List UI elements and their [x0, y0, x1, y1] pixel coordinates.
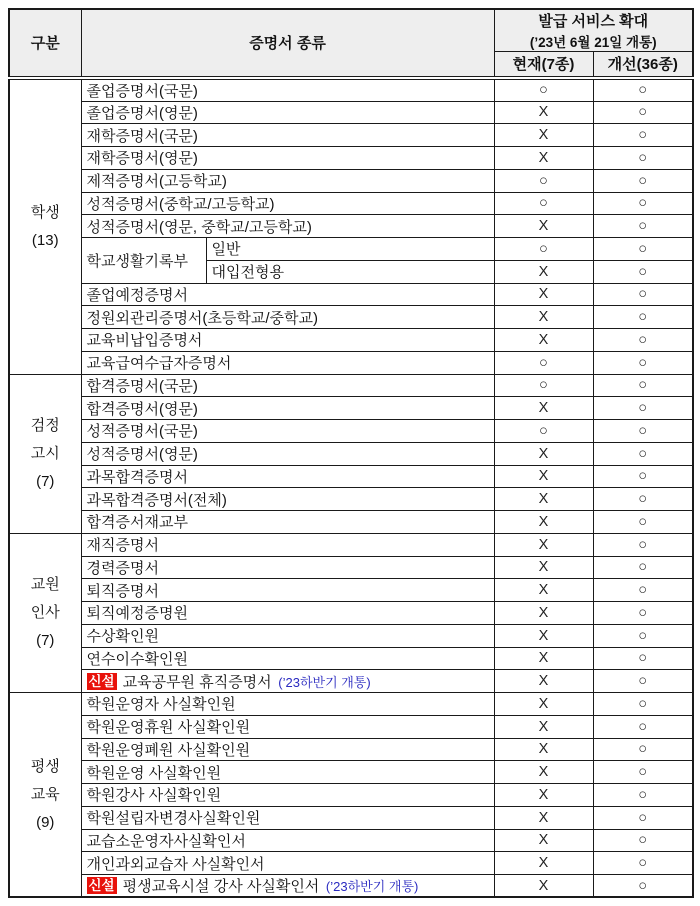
header-service-line1: 발급 서비스 확대: [538, 13, 649, 30]
improved-mark: ○: [593, 465, 693, 488]
improved-mark: ○: [593, 306, 693, 329]
cert-label-cell: 졸업예정증명서: [81, 283, 494, 306]
table-row: [9, 147, 693, 170]
cert-label-cell: 재학증명서(국문): [81, 124, 494, 147]
table-row: [9, 283, 693, 306]
improved-mark: ○: [593, 624, 693, 647]
table-row: [9, 397, 693, 420]
current-mark: X: [494, 306, 593, 329]
cert-label-cell: 신설 교육공무원 휴직증명서 (’23하반기 개통): [81, 670, 494, 693]
category-label-line: 교원: [30, 576, 60, 594]
table-row: [9, 533, 693, 556]
current-mark: X: [494, 465, 593, 488]
table-row: [9, 124, 693, 147]
table-row: [9, 875, 693, 898]
cert-label-cell: 퇴직증명서: [81, 579, 494, 602]
current-mark: X: [494, 715, 593, 738]
improved-mark: ○: [593, 147, 693, 170]
table-row: [9, 215, 693, 238]
current-mark: X: [494, 784, 593, 807]
cert-label-cell: 학원설립자변경사실확인원: [81, 806, 494, 829]
certificate-table: [8, 8, 694, 898]
current-mark: X: [494, 602, 593, 625]
current-mark: ○: [494, 238, 593, 261]
current-mark: X: [494, 624, 593, 647]
improved-mark: ○: [593, 556, 693, 579]
current-mark: X: [494, 215, 593, 238]
cert-label-cell: 연수이수확인원: [81, 647, 494, 670]
cert-label-cell: 정원외관리증명서(초등학교/중학교): [81, 306, 494, 329]
table-row: [9, 556, 693, 579]
table-row: [9, 784, 693, 807]
improved-mark: ○: [593, 78, 693, 102]
table-row: [9, 715, 693, 738]
current-mark: ○: [494, 78, 593, 102]
current-mark: X: [494, 738, 593, 761]
cert-label-cell: 개인과외교습자 사실확인서: [81, 852, 494, 875]
table-row: [9, 693, 693, 716]
cert-label-cell: 성적증명서(영문): [81, 442, 494, 465]
improved-mark: ○: [593, 852, 693, 875]
improved-mark: ○: [593, 602, 693, 625]
table-row: [9, 192, 693, 215]
cert-label-cell: 졸업증명서(국문): [81, 78, 494, 102]
current-mark: X: [494, 124, 593, 147]
table-row: [9, 329, 693, 352]
category-label-line: (7): [36, 631, 55, 649]
improved-mark: ○: [593, 283, 693, 306]
table-row: [9, 101, 693, 124]
improved-mark: ○: [593, 738, 693, 761]
table-row: [9, 624, 693, 647]
improved-mark: ○: [593, 101, 693, 124]
current-mark: X: [494, 147, 593, 170]
table-row: [9, 169, 693, 192]
cert-label-cell: 학원운영자 사실확인원: [81, 693, 494, 716]
current-mark: X: [494, 397, 593, 420]
cert-label-cell: 수상확인원: [81, 624, 494, 647]
improved-mark: ○: [593, 533, 693, 556]
current-mark: ○: [494, 169, 593, 192]
improved-mark: ○: [593, 374, 693, 397]
category-label-line: 학생: [30, 203, 60, 221]
cert-label-cell: 합격증서재교부: [81, 511, 494, 534]
table-row: [9, 78, 693, 102]
table-row: [9, 465, 693, 488]
current-mark: X: [494, 556, 593, 579]
improved-mark: ○: [593, 397, 693, 420]
category-cell: [9, 533, 81, 692]
cert-label-cell: 학원운영 사실확인원: [81, 761, 494, 784]
cert-sub-label-cell: 대입전형용: [206, 260, 494, 283]
table-row: [9, 852, 693, 875]
cert-label-cell: 성적증명서(국문): [81, 420, 494, 443]
current-mark: X: [494, 101, 593, 124]
cert-label-cell: 재직증명서: [81, 533, 494, 556]
table-row: [9, 511, 693, 534]
improved-mark: ○: [593, 670, 693, 693]
table-row: [9, 306, 693, 329]
table-row: [9, 806, 693, 829]
new-badge: 신설: [88, 878, 115, 894]
cert-label-cell: 교육비납입증명서: [81, 329, 494, 352]
cert-label-cell: 재학증명서(영문): [81, 147, 494, 170]
table-row: [9, 670, 693, 693]
cert-label-cell: 과목합격증명서(전체): [81, 488, 494, 511]
current-mark: X: [494, 852, 593, 875]
improved-mark: ○: [593, 192, 693, 215]
category-label-line: 검정: [30, 417, 60, 434]
improved-mark: ○: [593, 420, 693, 443]
improved-mark: ○: [593, 761, 693, 784]
cert-label-cell: 합격증명서(영문): [81, 397, 494, 420]
current-mark: ○: [494, 192, 593, 215]
launch-note: (’23하반기 개통): [274, 674, 371, 690]
cert-label-cell: 학원강사 사실확인원: [81, 784, 494, 807]
cert-label-cell: 신설 평생교육시설 강사 사실확인서 (’23하반기 개통): [81, 875, 494, 898]
category-label-line: 교육: [30, 785, 60, 803]
current-mark: X: [494, 761, 593, 784]
cert-label-cell: 학원운영휴원 사실확인원: [81, 715, 494, 738]
header-category: 구분: [9, 9, 81, 78]
current-mark: X: [494, 260, 593, 283]
header-current: 현재(7종): [494, 52, 593, 78]
header-row-1: [9, 9, 693, 52]
cert-label-cell: 퇴직예정증명원: [81, 602, 494, 625]
improved-mark: ○: [593, 124, 693, 147]
category-cell: [9, 693, 81, 898]
improved-mark: ○: [593, 829, 693, 852]
current-mark: X: [494, 511, 593, 534]
table-row: [9, 420, 693, 443]
table-row: [9, 647, 693, 670]
current-mark: X: [494, 329, 593, 352]
header-service-line2: (’23년 6월 21일 개통): [529, 35, 657, 50]
table-row: [9, 579, 693, 602]
current-mark: ○: [494, 420, 593, 443]
cert-label-cell: 제적증명서(고등학교): [81, 169, 494, 192]
improved-mark: ○: [593, 238, 693, 261]
current-mark: X: [494, 533, 593, 556]
improved-mark: ○: [593, 260, 693, 283]
cert-label-cell: 성적증명서(영문, 중학교/고등학교): [81, 215, 494, 238]
current-mark: X: [494, 488, 593, 511]
improved-mark: ○: [593, 647, 693, 670]
current-mark: X: [494, 875, 593, 898]
table-row: [9, 829, 693, 852]
table-row: [9, 374, 693, 397]
category-label-line: 평생: [30, 758, 60, 775]
cert-group-label-cell: 학교생활기록부: [81, 238, 206, 284]
cert-label-cell: 학원운영폐원 사실확인원: [81, 738, 494, 761]
improved-mark: ○: [593, 329, 693, 352]
current-mark: X: [494, 670, 593, 693]
table-row: [9, 442, 693, 465]
new-badge: 신설: [88, 673, 115, 689]
cert-label-cell: 졸업증명서(영문): [81, 101, 494, 124]
improved-mark: ○: [593, 579, 693, 602]
improved-mark: ○: [593, 442, 693, 465]
current-mark: ○: [494, 374, 593, 397]
current-mark: X: [494, 647, 593, 670]
table-row: [9, 602, 693, 625]
improved-mark: ○: [593, 806, 693, 829]
table-row: [9, 761, 693, 784]
current-mark: X: [494, 283, 593, 306]
table-row: [9, 738, 693, 761]
table-row: [9, 351, 693, 374]
improved-mark: ○: [593, 215, 693, 238]
table-row: [9, 238, 693, 261]
table-row: [9, 488, 693, 511]
cert-label-cell: 경력증명서: [81, 556, 494, 579]
cert-label-cell: 교육급여수급자증명서: [81, 351, 494, 374]
launch-note: (’23하반기 개통): [322, 879, 419, 895]
current-mark: X: [494, 579, 593, 602]
header-service-expansion: [494, 9, 693, 52]
category-label-line: (9): [36, 813, 55, 831]
category-label-line: 고시: [30, 444, 60, 462]
improved-mark: ○: [593, 488, 693, 511]
current-mark: X: [494, 442, 593, 465]
improved-mark: ○: [593, 693, 693, 716]
improved-mark: ○: [593, 715, 693, 738]
cert-label-cell: 합격증명서(국문): [81, 374, 494, 397]
current-mark: ○: [494, 351, 593, 374]
improved-mark: ○: [593, 784, 693, 807]
category-label-line: 인사: [30, 604, 60, 621]
current-mark: X: [494, 693, 593, 716]
improved-mark: ○: [593, 511, 693, 534]
table-body: [9, 78, 693, 898]
current-mark: X: [494, 829, 593, 852]
cert-sub-label-cell: 일반: [206, 238, 494, 261]
category-cell: [9, 374, 81, 533]
category-label-line: (13): [31, 231, 59, 249]
header-improved: 개선(36종): [593, 52, 693, 78]
category-cell: [9, 78, 81, 375]
cert-label-cell: 과목합격증명서: [81, 465, 494, 488]
improved-mark: ○: [593, 351, 693, 374]
cert-label-cell: 교습소운영자사실확인서: [81, 829, 494, 852]
header-cert-type: 증명서 종류: [81, 9, 494, 78]
improved-mark: ○: [593, 169, 693, 192]
current-mark: X: [494, 806, 593, 829]
table-header: [9, 9, 693, 78]
improved-mark: ○: [593, 875, 693, 898]
category-label-line: (7): [36, 472, 55, 490]
cert-label-cell: 성적증명서(중학교/고등학교): [81, 192, 494, 215]
